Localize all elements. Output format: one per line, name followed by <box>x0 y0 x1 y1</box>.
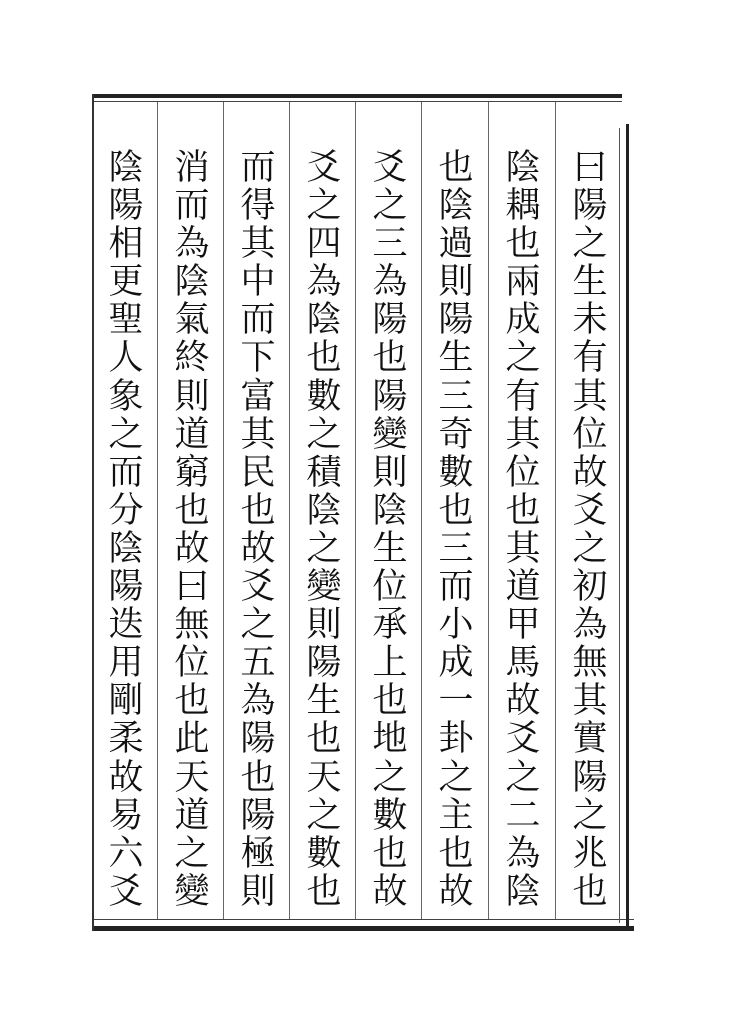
glyph: 其 <box>240 224 276 265</box>
glyph: 天 <box>174 757 210 798</box>
text-column-5 <box>297 150 351 910</box>
glyph: 之 <box>505 757 541 798</box>
glyph: 卦 <box>438 719 474 760</box>
glyph: 為 <box>240 681 276 722</box>
frame-bottom-border <box>92 926 634 931</box>
glyph: 也 <box>572 871 608 912</box>
glyph: 更 <box>108 262 144 303</box>
glyph: 三 <box>438 528 474 569</box>
glyph: 位 <box>372 567 408 608</box>
glyph: 五 <box>240 643 276 684</box>
glyph: 則 <box>240 871 276 912</box>
glyph: 過 <box>438 224 474 265</box>
glyph: 迭 <box>108 605 144 646</box>
glyph: 生 <box>372 528 408 569</box>
glyph: 四 <box>306 224 342 265</box>
glyph: 也 <box>438 148 474 188</box>
column-separator <box>223 102 224 919</box>
glyph: 陽 <box>572 757 608 798</box>
glyph: 生 <box>438 338 474 379</box>
glyph: 位 <box>505 452 541 493</box>
glyph: 故 <box>572 452 608 493</box>
glyph: 爻 <box>372 148 408 188</box>
text-column-1 <box>563 150 617 910</box>
glyph: 地 <box>372 719 408 760</box>
glyph: 有 <box>572 338 608 379</box>
glyph: 象 <box>108 376 144 417</box>
glyph: 陽 <box>108 186 144 227</box>
glyph: 也 <box>306 338 342 379</box>
glyph: 其 <box>572 376 608 417</box>
glyph: 數 <box>438 452 474 493</box>
glyph: 也 <box>174 490 210 531</box>
glyph: 也 <box>306 719 342 760</box>
glyph: 故 <box>174 528 210 569</box>
glyph: 為 <box>306 262 342 303</box>
glyph: 陰 <box>108 148 144 188</box>
glyph: 中 <box>240 262 276 303</box>
glyph: 則 <box>438 262 474 303</box>
glyph: 爻 <box>240 567 276 608</box>
glyph: 之 <box>505 338 541 379</box>
glyph: 無 <box>174 605 210 646</box>
glyph: 初 <box>572 567 608 608</box>
text-column-6 <box>231 150 285 910</box>
glyph: 民 <box>240 452 276 493</box>
glyph: 相 <box>108 224 144 265</box>
glyph: 故 <box>240 528 276 569</box>
glyph: 一 <box>438 681 474 722</box>
glyph: 未 <box>572 300 608 341</box>
glyph: 耦 <box>505 186 541 227</box>
glyph: 而 <box>174 186 210 227</box>
glyph: 積 <box>306 452 342 493</box>
frame-left-border <box>92 94 94 931</box>
frame-right-inner-line <box>619 128 620 923</box>
glyph: 之 <box>174 833 210 874</box>
column-separator <box>488 102 489 919</box>
glyph: 之 <box>572 224 608 265</box>
glyph: 數 <box>306 376 342 417</box>
glyph: 也 <box>438 833 474 874</box>
glyph: 也 <box>438 490 474 531</box>
glyph: 變 <box>306 567 342 608</box>
glyph: 承 <box>372 605 408 646</box>
glyph: 之 <box>306 528 342 569</box>
glyph: 生 <box>572 262 608 303</box>
glyph: 陽 <box>108 567 144 608</box>
glyph: 其 <box>505 414 541 455</box>
glyph: 六 <box>108 833 144 874</box>
glyph: 也 <box>505 224 541 265</box>
glyph: 上 <box>372 643 408 684</box>
glyph: 為 <box>174 224 210 265</box>
glyph: 而 <box>438 567 474 608</box>
glyph: 陰 <box>108 528 144 569</box>
glyph: 也 <box>240 490 276 531</box>
glyph: 也 <box>372 681 408 722</box>
glyph: 爻 <box>108 871 144 912</box>
glyph: 其 <box>240 414 276 455</box>
glyph: 其 <box>572 681 608 722</box>
text-column-8 <box>99 150 153 910</box>
glyph: 爻 <box>306 148 342 188</box>
glyph: 也 <box>240 757 276 798</box>
glyph: 數 <box>372 795 408 836</box>
glyph: 曰 <box>572 148 608 188</box>
glyph: 分 <box>108 490 144 531</box>
glyph: 陰 <box>372 490 408 531</box>
glyph: 之 <box>572 528 608 569</box>
glyph: 也 <box>306 871 342 912</box>
column-separator <box>289 102 290 919</box>
glyph: 道 <box>174 414 210 455</box>
glyph: 故 <box>108 757 144 798</box>
glyph: 則 <box>306 605 342 646</box>
glyph: 之 <box>306 186 342 227</box>
glyph: 消 <box>174 148 210 188</box>
glyph: 則 <box>174 376 210 417</box>
glyph: 而 <box>108 452 144 493</box>
glyph: 陽 <box>240 719 276 760</box>
glyph: 三 <box>372 224 408 265</box>
glyph: 爻 <box>572 490 608 531</box>
text-column-3 <box>429 150 483 910</box>
column-separator <box>157 102 158 919</box>
glyph: 故 <box>438 871 474 912</box>
glyph: 有 <box>505 376 541 417</box>
glyph: 也 <box>372 833 408 874</box>
glyph: 生 <box>306 681 342 722</box>
glyph: 故 <box>372 871 408 912</box>
text-column-4 <box>363 150 417 910</box>
glyph: 曰 <box>174 567 210 608</box>
glyph: 之 <box>372 757 408 798</box>
glyph: 柔 <box>108 719 144 760</box>
glyph: 數 <box>306 833 342 874</box>
glyph: 兩 <box>505 262 541 303</box>
glyph: 之 <box>572 795 608 836</box>
frame-top-border <box>92 94 622 98</box>
glyph: 陽 <box>372 376 408 417</box>
glyph: 得 <box>240 186 276 227</box>
glyph: 為 <box>505 833 541 874</box>
glyph: 氣 <box>174 300 210 341</box>
glyph: 陰 <box>174 262 210 303</box>
glyph: 之 <box>372 186 408 227</box>
glyph: 用 <box>108 643 144 684</box>
glyph: 為 <box>372 262 408 303</box>
text-column-2 <box>496 150 550 910</box>
glyph: 變 <box>372 414 408 455</box>
glyph: 成 <box>505 300 541 341</box>
glyph: 成 <box>438 643 474 684</box>
glyph: 實 <box>572 719 608 760</box>
glyph: 之 <box>240 605 276 646</box>
glyph: 位 <box>572 414 608 455</box>
glyph: 陰 <box>306 490 342 531</box>
glyph: 其 <box>505 528 541 569</box>
glyph: 易 <box>108 795 144 836</box>
glyph: 二 <box>505 795 541 836</box>
glyph: 為 <box>572 605 608 646</box>
glyph: 三 <box>438 376 474 417</box>
glyph: 之 <box>306 795 342 836</box>
glyph: 道 <box>174 795 210 836</box>
glyph: 陽 <box>240 795 276 836</box>
glyph: 窮 <box>174 452 210 493</box>
glyph: 也 <box>372 338 408 379</box>
glyph: 馬 <box>505 643 541 684</box>
glyph: 無 <box>572 643 608 684</box>
glyph: 陽 <box>572 186 608 227</box>
text-column-7 <box>165 150 219 910</box>
glyph: 奇 <box>438 414 474 455</box>
glyph: 陰 <box>306 300 342 341</box>
column-separator <box>355 102 356 919</box>
glyph: 陽 <box>438 300 474 341</box>
glyph: 聖 <box>108 300 144 341</box>
glyph: 兆 <box>572 833 608 874</box>
glyph: 也 <box>174 681 210 722</box>
frame-top-inner-line <box>92 101 622 102</box>
glyph: 陰 <box>505 871 541 912</box>
glyph: 終 <box>174 338 210 379</box>
glyph: 也 <box>505 490 541 531</box>
glyph: 道 <box>505 567 541 608</box>
glyph: 陽 <box>306 643 342 684</box>
glyph: 富 <box>240 376 276 417</box>
glyph: 之 <box>306 414 342 455</box>
glyph: 故 <box>505 681 541 722</box>
glyph: 而 <box>240 148 276 188</box>
glyph: 陰 <box>505 148 541 188</box>
glyph: 下 <box>240 338 276 379</box>
glyph: 主 <box>438 795 474 836</box>
glyph: 人 <box>108 338 144 379</box>
frame-right-border <box>626 124 629 931</box>
glyph: 甲 <box>505 605 541 646</box>
glyph: 之 <box>108 414 144 455</box>
glyph: 天 <box>306 757 342 798</box>
glyph: 小 <box>438 605 474 646</box>
glyph: 此 <box>174 719 210 760</box>
column-separator <box>555 102 556 919</box>
glyph: 位 <box>174 643 210 684</box>
glyph: 變 <box>174 871 210 912</box>
glyph: 剛 <box>108 681 144 722</box>
glyph: 陰 <box>438 186 474 227</box>
glyph: 則 <box>372 452 408 493</box>
column-separator <box>421 102 422 919</box>
glyph: 爻 <box>505 719 541 760</box>
frame-bottom-inner-line <box>92 919 634 920</box>
glyph: 陽 <box>372 300 408 341</box>
glyph: 而 <box>240 300 276 341</box>
glyph: 之 <box>438 757 474 798</box>
glyph: 極 <box>240 833 276 874</box>
